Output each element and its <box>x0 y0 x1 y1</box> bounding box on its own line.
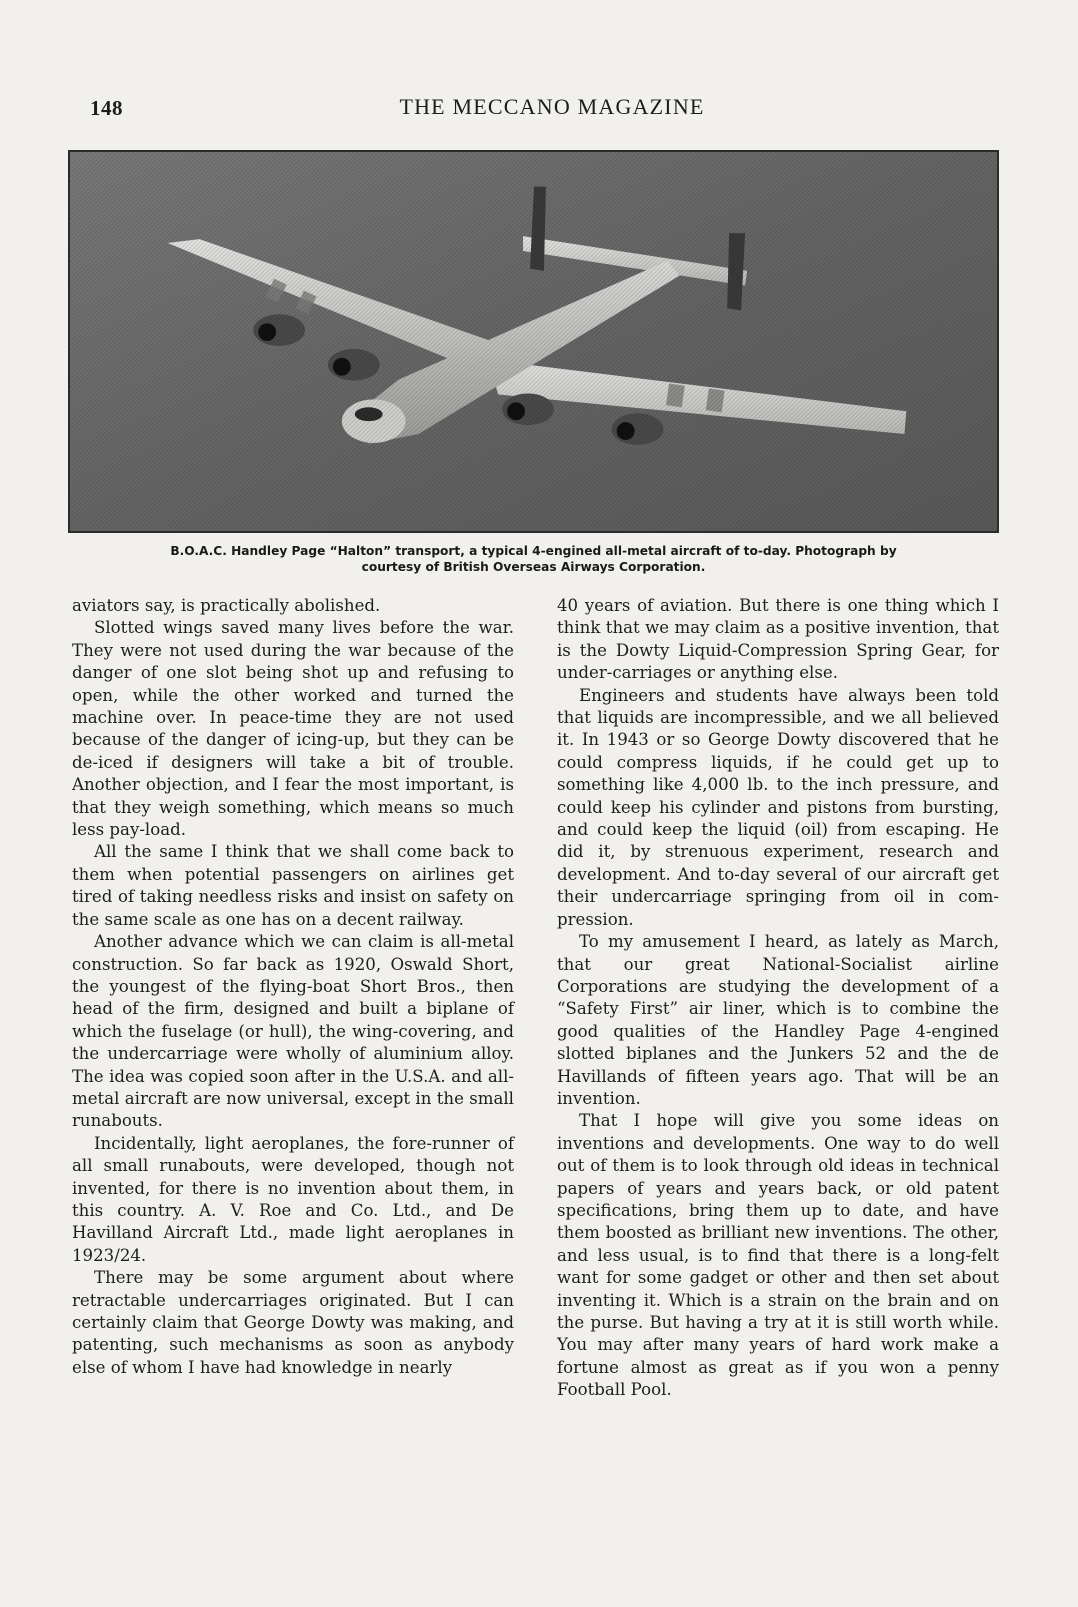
article-right-column <box>557 595 999 1402</box>
running-head-title: THE MECCANO MAGAZINE <box>399 94 705 119</box>
paragraph: Slotted wings saved many lives before the war. They were not used during the war because of the danger of one slot being shot up and refusing to open, while the other worked and turned the machine over. In peace-time they are not used because of the danger of icing-up, but they can be de-iced if designers will take a bit of trouble. Another objection, and I fear the most important, is that they weigh something, which means so much less pay-load. <box>72 618 514 840</box>
paragraph: Engineers and students have always been told that liquids are incompressible, and we all believed it. In 1943 or so George Dowty discovered that he could compress liquids, if he could get up to something like 4,000 lb. to the inch pressure, and could keep his cylinder and pistons from bursting, and could keep the liquid (oil) from escaping. He did it, by strenuous experiment, research and development. And to-day several of our aircraft get their undercarriage springing from oil in com-pression. <box>557 685 999 929</box>
paragraph: That I hope will give you some ideas on inventions and developments. One way to do well out of them is to look through old ideas in technical papers of years and years back, or old patent specifications, bring them up to date, and have them boosted as brilliant new inventions. The other, and less usual, is to find that there is a long-felt want for some gadget or other and then set about inventing it. Which is a strain on the brain and on the purse. But having a try at it is still worth while. You may after many years of hard work make a fortune almost as great as if you won a penny Football Pool. <box>557 1111 999 1400</box>
aircraft-photograph <box>68 150 999 533</box>
paragraph: Incidentally, light aeroplanes, the fore-runner of all small runabouts, were developed, though not invented, for there is no invention about them, in this country. A. V. Roe and Co. Ltd., and De Havilland Aircraft Ltd., made light aeroplanes in 1923/24. <box>72 1133 514 1265</box>
paragraph: All the same I think that we shall come back to them when potential passengers on airlines get tired of taking needless risks and insist on safety on the same scale as one has on a decent railway. <box>72 842 514 929</box>
article-left-column <box>72 595 514 1379</box>
figure-caption <box>68 543 999 575</box>
paragraph: 40 years of aviation. But there is one thing which I think that we may claim as a positive invention, that is the Dowty Liquid-Compression Spring Gear, for under-carriages or anything else. <box>557 596 999 683</box>
paragraph: aviators say, is practically abolished. <box>72 596 381 615</box>
paragraph: To my amusement I heard, as lately as March, that our great National-Socialist airline Corporations are studying the development of a “Safety First” air liner, which is to combine the good qualities of the Handley Page 4-engined slotted biplanes and the Junkers 52 and the de Havillands of fifteen years ago. That will be an invention. <box>557 932 999 1108</box>
paragraph: Another advance which we can claim is all-metal construction. So far back as 1920, Oswald Short, the youngest of the flying-boat Short Bros., then head of the firm, designed and built a biplane of which the fuselage (or hull), the wing-covering, and the undercarriage were wholly of aluminium alloy. The idea was copied soon after in the U.S.A. and all-metal aircraft are now universal, except in the small runabouts. <box>72 932 514 1131</box>
caption-line-1: B.O.A.C. Handley Page “Halton” transport, a typical 4-engined all-metal aircraft of to-day. Photograph by <box>170 544 897 558</box>
paragraph: There may be some argument about where retractable undercarriages originated. But I can certainly claim that George Dowty was making, and patenting, such mechanisms as soon as anybody else of whom I have had knowledge in nearly <box>72 1268 514 1377</box>
page-number: 148 <box>90 96 123 120</box>
caption-line-2: courtesy of British Overseas Airways Corporation. <box>361 560 706 574</box>
